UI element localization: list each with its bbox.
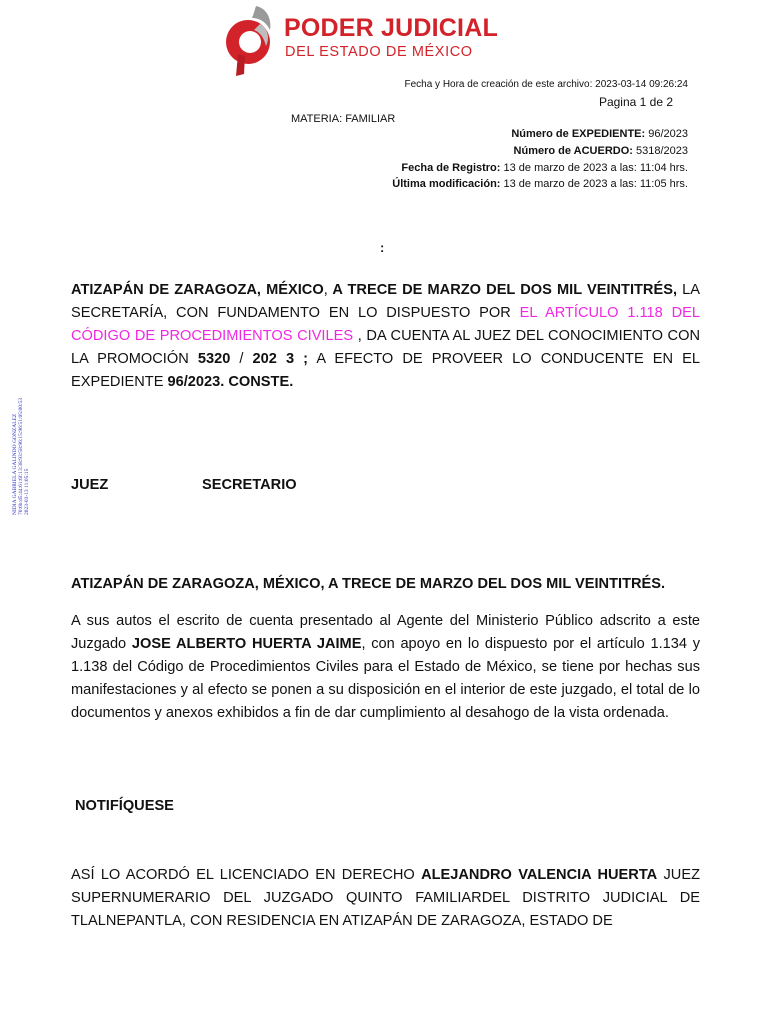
notifiquese-heading: NOTIFÍQUESE [75,798,174,814]
judge-name: ALEJANDRO VALENCIA HUERTA [421,867,658,883]
acuerdo-label: Número de ACUERDO: [513,145,633,157]
poder-judicial-emblem-icon [220,2,280,76]
header-logo [220,2,498,76]
text: LA SECRETARÍA, CON FUNDAMENTO EN LO DISPUESTO POR [71,282,700,321]
modificacion-label: Última modificación: [392,178,501,190]
created-value: 2023-03-14 09:26:24 [595,79,688,90]
text: A EFECTO DE PROVEER LO CONDUCENTE EN EL EXPEDIENTE [71,351,700,390]
created-timestamp [404,79,688,90]
date-text: A TRECE DE MARZO DEL DOS MIL VEINTITRÉS, [327,282,677,298]
logo-title: PODER JUDICIAL [284,14,498,42]
place-date: ATIZAPÁN DE ZARAGOZA, MÉXICO [71,282,324,298]
logo-subtitle: DEL ESTADO DE MÉXICO [285,44,473,60]
signature-secretario: SECRETARIO [202,477,297,493]
promocion-number: 5320 [197,351,231,367]
paragraph-firma [71,864,700,933]
materia-label: MATERIA: FAMILIAR [291,113,396,125]
registro-row [401,162,688,174]
modificacion-value: 13 de marzo de 2023 a las: 11:05 hrs. [503,178,688,190]
text: , DA CUENTA AL JUEZ DEL CONOCIMIENTO CON LA PROMOCIÓN [71,328,700,367]
signature-date: 2023-03-13 11:05:15 [24,468,30,515]
person-name: JOSE ALBERTO HUERTA JAIME [131,636,362,652]
text: A sus autos el escrito de cuenta presentado al Agente del Ministerio Público adscrito a este Juzgado [71,613,700,652]
signature-name: NIDIA GABRIELA GALINDO GONZALEZ [12,413,18,515]
acuerdo-value: 5318/2023 [636,145,688,157]
expediente-label: Número de EXPEDIENTE: [511,128,646,140]
paragraph-acuerdo [71,610,700,725]
page-number: Pagina 1 de 2 [598,95,673,109]
expediente-conste: 96/2023. CONSTE. [167,374,294,390]
slash: / [230,351,253,367]
article-reference: EL ARTÍCULO 1.118 DEL CÓDIGO DE PROCEDIMIENTOS CIVILES [71,305,700,344]
expediente-value: 96/2023 [648,128,688,140]
section-heading: ATIZAPÁN DE ZARAGOZA, MÉXICO, A TRECE DE MARZO DEL DOS MIL VEINTITRÉS. [71,576,666,592]
registro-value: 13 de marzo de 2023 a las: 11:04 hrs. [503,162,688,174]
colon-mark: : [380,240,385,255]
paragraph-cuenta [71,279,700,394]
text: , con apoyo en lo dispuesto por el artículo 1.134 y 1.138 del Código de Procedimientos Civiles para el Estado de México, se tiene por hechas sus manifestaciones y al efecto se ponen a su disposición en el interior de este juzgado, el total de lo documentos y anexos exhibidos a fin de dar cumplimiento al desahogo de la vista ordenada. [71,636,701,721]
electronic-signature-note [12,375,42,515]
modificacion-row [392,178,688,190]
signature-hash: 70:6b:d5:44:61:6f:13:38:93:58:96:15:96:51:05:00:53 [18,397,24,515]
text: ASÍ LO ACORDÓ EL LICENCIADO EN DERECHO [71,867,422,883]
comma: , [323,282,328,298]
expediente-row [511,128,688,140]
promocion-year: 202 3 ; [252,351,309,367]
text: JUEZ SUPERNUMERARIO DEL JUZGADO QUINTO FAMILIARDEL DISTRITO JUDICIAL DE TLALNEPANTLA, CON RESIDENCIA EN ATIZAPÁN DE ZARAGOZA, ESTADO DE [71,867,700,929]
acuerdo-row [514,145,688,157]
registro-label: Fecha de Registro: [401,162,501,174]
signature-juez: JUEZ [71,477,109,493]
created-label: Fecha y Hora de creación de este archivo: [404,79,593,90]
